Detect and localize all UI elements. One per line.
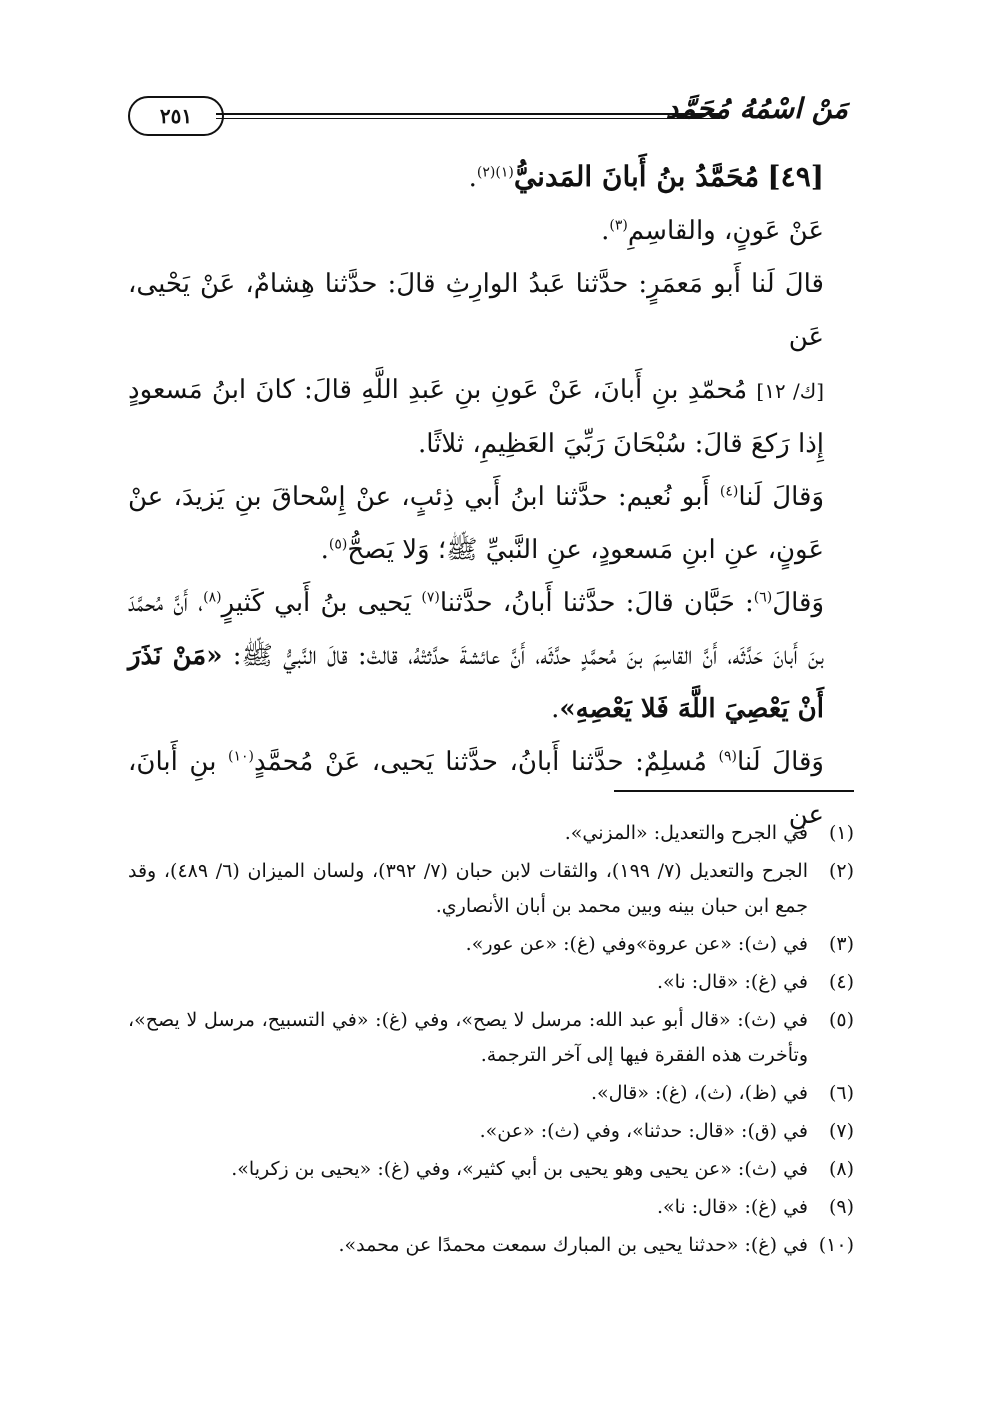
footnote-number: (٦) — [828, 1082, 854, 1104]
paragraph-text: قالَ: سُبْحَانَ رَبِّيَ العَظِيمِ، ثلاثًا. — [417, 429, 743, 459]
footnote-ref: (١)(٢) — [476, 164, 514, 181]
footnote-text: في (ظ)، (ث)، (غ): «قال». — [591, 1082, 808, 1104]
footnote — [128, 965, 854, 1000]
paragraph-text: أَبو نُعيم: حدَّثنا ابنُ أَبي ذِئبٍ، عنْ إِسْحاقَ بنِ يَزيدَ، عنْ عَونٍ، عنِ ابنِ مَسعودٍ، عنِ النَّبيِّ ﷺ؛ وَلا يَصحُّ — [128, 482, 824, 565]
footnote-text: في (غ): «حدثنا يحيى بن المبارك سمعت محمدًا عن محمد». — [338, 1234, 808, 1256]
footnote-text: في (غ): «قال: نا». — [656, 1196, 808, 1218]
page-number: ٢٥١ — [128, 96, 224, 136]
entry-end: . — [468, 163, 477, 193]
footnote — [128, 1152, 854, 1187]
footnote — [128, 1190, 854, 1225]
paragraph-2 — [128, 258, 854, 471]
paragraph-text: ، أَنَّ مُحمَّدَ بنَ أَبانَ حَدَّثَه، أَنَّ القاسِمَ بنَ مُحمَّدٍ حدَّثَه، أَنَّ عائشةَ حدَّثتْهُ، قالتْ: قالَ النَّبيُّ ﷺ: — [128, 588, 824, 671]
footnote-number: (١٠) — [818, 1234, 854, 1256]
paragraph-end: . — [320, 535, 329, 565]
paragraph-text: وَقالَ لَنا — [736, 747, 824, 777]
footnote-ref: (١٠) — [227, 748, 254, 765]
page-header — [128, 92, 848, 140]
hadith-quote: «مَنْ نَذَرَ أَنْ يَعْصِيَ اللَّهَ فَلا يَعْصِهِ» — [128, 641, 824, 724]
footnote-number: (٩) — [828, 1196, 854, 1218]
header-rule-thin — [216, 118, 720, 119]
header-rule — [216, 113, 720, 115]
paragraph-text: وَقالَ لَنا — [738, 482, 824, 512]
footnote — [128, 854, 854, 924]
paragraph-text: : حَبَّان قالَ: حدَّثنا أَبانُ، حدَّثنا — [439, 588, 754, 618]
footnote-text: الجرح والتعديل (٧/ ١٩٩)، والثقات لابن حبان (٧/ ٣٩٢)، ولسان الميزان (٦/ ٤٨٩)، وقد جمع ابن حبان بينه وبين محمد بن أبان الأنصاري. — [128, 860, 808, 917]
paragraph-end: . — [601, 216, 610, 246]
footnote-number: (٨) — [828, 1158, 854, 1180]
footnote-text: في (غ): «قال: نا». — [656, 971, 808, 993]
footnote-number: (٣) — [828, 933, 854, 955]
footnote-text: في (ث): «عن عروة»وفي (غ): «عن عور». — [465, 933, 808, 955]
footnote — [128, 816, 854, 851]
paragraph-text: يَحيى بنُ أَبي كَثيرٍ — [221, 588, 422, 618]
paragraph-text: وَقالَ — [772, 588, 824, 618]
paragraph-3 — [128, 471, 854, 577]
paragraph-end: . — [551, 694, 560, 724]
footnote — [128, 1114, 854, 1149]
footnote-number: (٢) — [828, 860, 854, 882]
footnote-text: في (ث): «قال أبو عبد الله: مرسل لا يصح»، وفي (غ): «في التسبيح، مرسل لا يصح»، وتأخرت هذه الفقرة فيها إلى آخر الترجمة. — [128, 1009, 808, 1066]
footnote-ref: (٩) — [718, 748, 737, 765]
running-title: مَنْ اسْمُهُ مُحَمَّد — [665, 92, 848, 125]
footnote-text: في (ق): «قال: حدثنا»، وفي (ث): «عن». — [479, 1120, 808, 1142]
paragraph-text: قالَ لَنا أَبو مَعمَرٍ: حدَّثنا عَبدُ الوارِثِ قالَ: حدَّثنا هِشامٌ، عَنْ يَحْيى، عَن — [128, 269, 824, 352]
entry-heading — [128, 150, 854, 205]
footnote-ref: (٦) — [753, 589, 773, 606]
main-text — [128, 150, 854, 842]
paragraph-1 — [128, 205, 854, 258]
paragraph-4 — [128, 577, 854, 736]
paragraph-text: بنِ أَبانَ، عنِ — [128, 747, 824, 830]
footnotes — [128, 816, 854, 1266]
entry-name: مُحَمَّدُ بنُ أَبانَ المَدنيُّ — [513, 160, 760, 193]
footnote-text: في (ث): «عن يحيى وهو يحيى بن أبي كثير»، وفي (غ): «يحيى بن زكريا». — [231, 1158, 808, 1180]
footnote-number: (١) — [828, 822, 854, 844]
paragraph-text: مُحمّدِ بنِ أَبانَ، عَنْ عَونِ بنِ عَبدِ اللَّهِ قالَ: كانَ ابنُ مَسعودٍ إِذا رَكعَ — [128, 375, 824, 459]
footnote — [128, 1076, 854, 1111]
footnote-ref: (٨) — [203, 589, 222, 606]
footnote-ref: (٥) — [328, 536, 348, 553]
footnote-ref: (٧) — [421, 589, 440, 606]
footnote — [128, 927, 854, 962]
footnote-ref: (٣) — [609, 217, 628, 234]
footnote — [128, 1228, 854, 1263]
footnote-number: (٥) — [828, 1009, 854, 1031]
entry-number: [٤٩] — [767, 160, 824, 193]
footnote-ref: (٤) — [719, 483, 739, 500]
footnote-number: (٧) — [828, 1120, 854, 1142]
paragraph-text: عَنْ عَونٍ، والقاسِمِ — [627, 216, 824, 246]
manuscript-margin-tag: [ك/ ١٢] — [756, 379, 825, 403]
footnote — [128, 1003, 854, 1073]
footnote-text: في الجرح والتعديل: «المزني». — [564, 822, 808, 844]
footnote-number: (٤) — [828, 971, 854, 993]
paragraph-text: مُسلِمٌ: حدَّثنا أَبانُ، حدَّثنا يَحيى، عَنْ مُحمَّدٍ — [253, 747, 719, 777]
footnote-separator — [614, 790, 854, 792]
